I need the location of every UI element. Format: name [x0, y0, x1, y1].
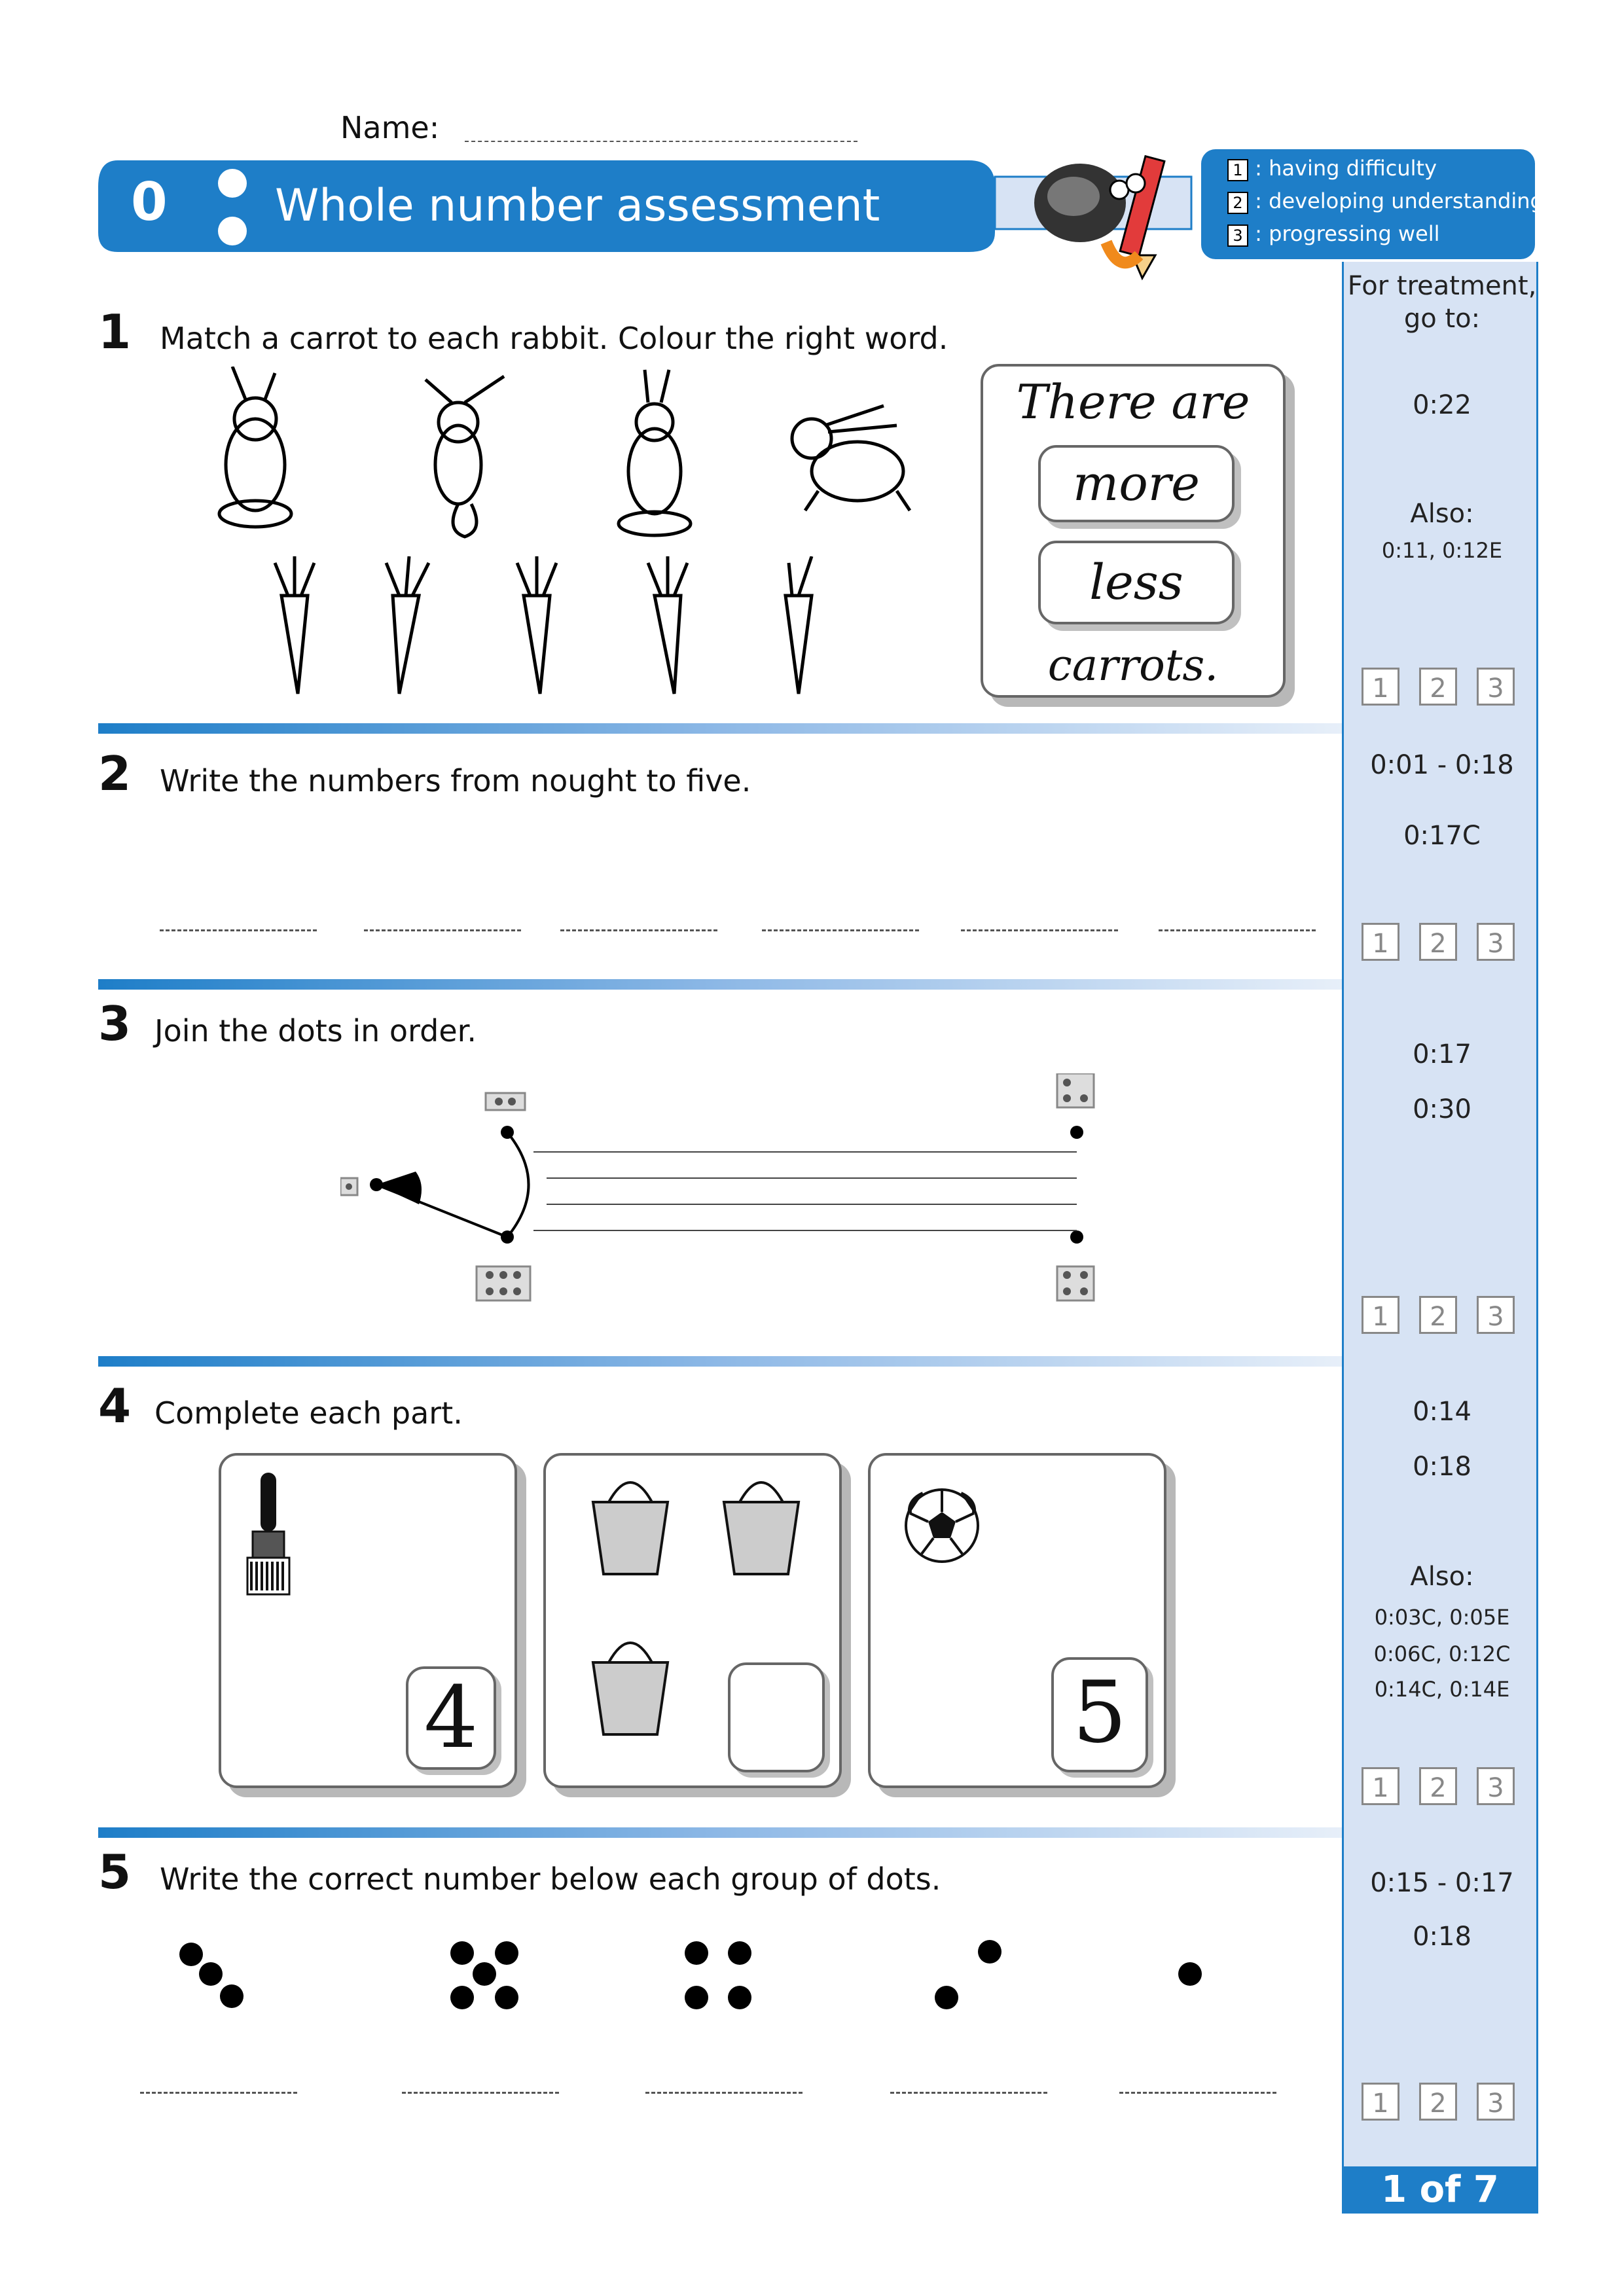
unit-number: 0 [131, 171, 168, 232]
dot [199, 1962, 223, 1986]
score-1[interactable]: 1 [1362, 1767, 1399, 1805]
key-text: : progressing well [1255, 221, 1440, 246]
q1-ref: 0:22 [1413, 390, 1471, 420]
rabbit-icon [219, 367, 291, 527]
section-divider [98, 1826, 1342, 1839]
name-label: Name: [340, 110, 440, 145]
score-3[interactable]: 3 [1477, 1767, 1515, 1805]
score-3[interactable]: 3 [1477, 1296, 1515, 1334]
q4-also-2: 0:06C, 0:12C [1373, 1641, 1511, 1666]
page-title: Whole number assessment [275, 180, 880, 232]
q4-also-label: Also: [1410, 1562, 1474, 1592]
answer-line[interactable] [961, 929, 1118, 931]
question-number: 4 [98, 1378, 132, 1433]
dot [728, 1941, 751, 1965]
q5-ref-1: 0:15 - 0:17 [1370, 1868, 1514, 1898]
hermit-crab-pencil-mascot [1008, 144, 1191, 288]
answer-line[interactable] [364, 929, 521, 931]
carrot-icon [648, 556, 687, 694]
dot [935, 1986, 958, 2009]
answer-line[interactable] [160, 929, 317, 931]
page-indicator [1342, 2166, 1538, 2214]
q1-also: 0:11, 0:12E [1381, 538, 1503, 563]
join-dots-puzzle[interactable] [340, 1073, 1126, 1316]
soccer-ball-icon [903, 1487, 981, 1564]
carrot-icon [386, 556, 429, 694]
section-divider [98, 978, 1342, 991]
question-text: Write the correct number below each group of dots. [160, 1861, 941, 1897]
score-3[interactable]: 3 [1477, 2083, 1515, 2121]
number-card-value: 5 [1072, 1662, 1127, 1762]
dot [450, 1986, 474, 2009]
treatment-sidebar [1342, 262, 1538, 2212]
sidebar-heading-1: For treatment, [1347, 271, 1537, 301]
rabbit-icon [425, 376, 504, 537]
bucket-icon [589, 1476, 672, 1581]
carrot-icon [275, 556, 314, 694]
dot [495, 1941, 518, 1965]
word-line-2: carrots. [1047, 640, 1219, 691]
score-2[interactable]: 2 [1419, 2083, 1457, 2121]
question-text: Complete each part. [154, 1395, 463, 1431]
dot [1178, 1962, 1202, 1986]
option-less[interactable] [1038, 541, 1235, 624]
rabbit-icon [792, 406, 910, 511]
q1-also-label: Also: [1410, 499, 1474, 529]
q3-ref-2: 0:30 [1413, 1094, 1471, 1124]
answer-line[interactable] [402, 2092, 559, 2094]
rabbits-group [203, 367, 936, 550]
dot [220, 1984, 244, 2008]
section-divider [98, 1355, 1342, 1368]
paintbrush-icon [244, 1473, 293, 1597]
carrot-icon [517, 556, 556, 694]
answer-line[interactable] [140, 2092, 297, 2094]
question-text: Match a carrot to each rabbit. Colour the right word. [160, 321, 948, 356]
bucket-icon [720, 1476, 803, 1581]
page-indicator-text: 1 of 7 [1381, 2168, 1499, 2211]
question-text: Write the numbers from nought to five. [160, 763, 751, 798]
dot [473, 1962, 496, 1986]
question-number: 1 [98, 304, 132, 359]
score-3[interactable]: 3 [1477, 923, 1515, 961]
score-1[interactable]: 1 [1362, 923, 1399, 961]
section-divider [98, 722, 1342, 735]
question-number: 3 [98, 996, 132, 1051]
dot [450, 1941, 474, 1965]
dot [978, 1940, 1001, 1964]
question-text: Join the dots in order. [154, 1013, 477, 1049]
dot [179, 1943, 203, 1966]
q4-ref-1: 0:14 [1413, 1397, 1471, 1427]
rabbit-icon [619, 370, 691, 535]
score-2[interactable]: 2 [1419, 1296, 1457, 1334]
key-item-1 [1227, 156, 1437, 181]
dot [685, 1941, 708, 1965]
score-2[interactable]: 2 [1419, 923, 1457, 961]
score-1[interactable]: 1 [1362, 1296, 1399, 1334]
key-text: : developing understanding [1255, 188, 1543, 213]
answer-line[interactable] [1159, 929, 1316, 931]
carrot-icon [785, 556, 812, 694]
dot [495, 1986, 518, 2009]
key-badge: 2 [1227, 192, 1248, 214]
option-more[interactable] [1038, 445, 1235, 522]
answer-line[interactable] [762, 929, 919, 931]
q2-ref-2: 0:17C [1403, 821, 1481, 851]
dot [685, 1986, 708, 2009]
q4-ref-2: 0:18 [1413, 1452, 1471, 1482]
option-more-label: more [1073, 456, 1200, 512]
score-2[interactable]: 2 [1419, 668, 1457, 706]
key-badge: 3 [1227, 224, 1248, 247]
carrots-group [242, 556, 844, 707]
dot [728, 1986, 751, 2009]
score-2[interactable]: 2 [1419, 1767, 1457, 1805]
key-item-2 [1227, 188, 1543, 214]
q3-ref-1: 0:17 [1413, 1039, 1471, 1069]
answer-line[interactable] [645, 2092, 803, 2094]
number-card-value: 4 [424, 1668, 478, 1767]
q2-ref-1: 0:01 - 0:18 [1370, 750, 1514, 780]
score-1[interactable]: 1 [1362, 668, 1399, 706]
answer-line[interactable] [1119, 2092, 1276, 2094]
bucket-icon [589, 1636, 672, 1741]
answer-line[interactable] [890, 2092, 1047, 2094]
key-badge: 1 [1227, 159, 1248, 181]
question-number: 5 [98, 1844, 132, 1899]
name-field[interactable] [465, 141, 857, 142]
question-number: 2 [98, 746, 132, 801]
word-line-1: There are [1016, 374, 1250, 429]
key-text: : having difficulty [1255, 156, 1437, 181]
sidebar-heading-2: go to: [1403, 304, 1481, 334]
q5-ref-2: 0:18 [1413, 1922, 1471, 1952]
key-item-3 [1227, 221, 1440, 247]
score-3[interactable]: 3 [1477, 668, 1515, 706]
empty-number-card[interactable] [728, 1662, 825, 1772]
q4-also-3: 0:14C, 0:14E [1374, 1677, 1510, 1702]
score-1[interactable]: 1 [1362, 2083, 1399, 2121]
q4-also-1: 0:03C, 0:05E [1374, 1605, 1510, 1630]
option-less-label: less [1089, 554, 1183, 611]
answer-line[interactable] [560, 929, 717, 931]
